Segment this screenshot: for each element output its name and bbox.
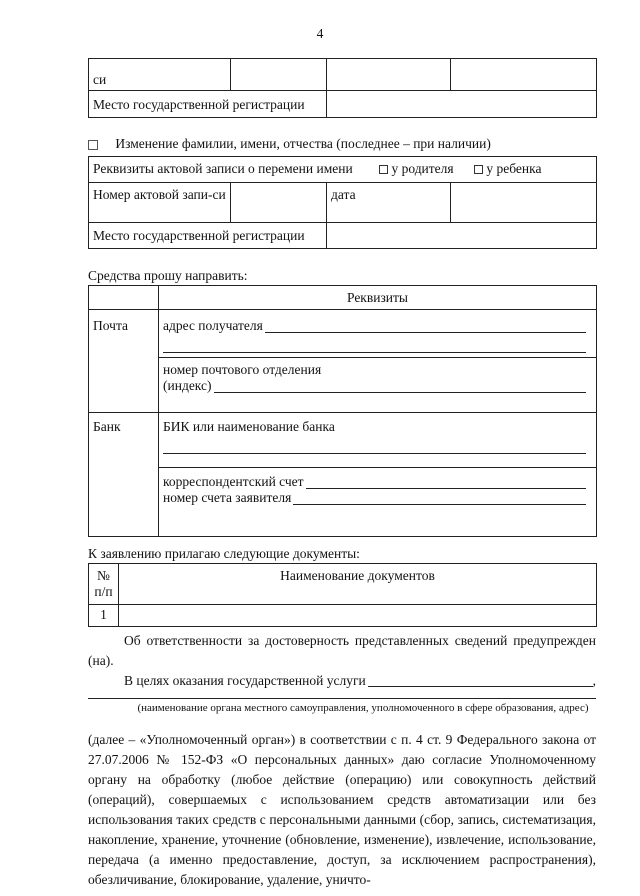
date-field[interactable] <box>451 183 597 223</box>
registration-table-top <box>88 58 597 118</box>
accounts-cell <box>159 468 597 537</box>
page-number: 4 <box>316 26 324 41</box>
bik-cell <box>159 413 597 468</box>
mail-label: Почта <box>89 310 159 413</box>
checkbox-parent[interactable] <box>379 165 388 174</box>
funds-header-empty <box>89 286 159 310</box>
funds-heading: Средства прошу направить: <box>88 268 248 283</box>
place-field[interactable] <box>327 223 597 249</box>
post-office-cell <box>159 358 597 413</box>
docs-heading: К заявлению прилагаю следующие документы: <box>88 546 360 561</box>
record-number-field[interactable] <box>231 183 327 223</box>
registration-place-label: Место государственной регистрации <box>89 91 327 118</box>
bik-label: БИК или наименование банка <box>163 419 335 435</box>
record-number-label: Номер актовой запи-си <box>89 183 231 223</box>
recipient-address-label: адрес получателя <box>163 318 263 333</box>
applicant-account-field[interactable] <box>293 490 586 505</box>
bank-label: Банк <box>89 413 159 537</box>
recipient-address-field[interactable] <box>265 318 586 333</box>
name-change-heading: Изменение фамилии, имени, отчества (последнее – при наличии) <box>115 136 491 151</box>
authority-name-field[interactable] <box>88 698 596 699</box>
purpose-field[interactable] <box>368 671 593 687</box>
post-office-index-label: (индекс) <box>163 378 212 394</box>
consent-text: (далее – «Уполномоченный орган») в соответствии с п. 4 ст. 9 Федерального закона от 27.07.2006 № 152-ФЗ «О персональных данных» даю согласие Уполномоченному органу на обработку (любое действие (операцию) или совокупность действий (операций), совершаемых с использованием средств автоматизации или без использования таких средств с персональными данными (сбор, запись, систематизация, накопление, хранение, уточнение (обновление, изменение), извлечение, использование, передача (а именно предоставление, доступ, за исключением распространения), обезличивание, блокирование, удаление, уничто- <box>88 732 596 887</box>
purpose-text: В целях оказания государственной услуги <box>124 673 366 688</box>
purpose-row: В целях оказания государственной услуги , <box>124 671 596 691</box>
date-label: дата <box>327 183 451 223</box>
recipient-address-field-2[interactable] <box>163 334 586 353</box>
col-docs-name-header: Наименование документов <box>119 564 597 605</box>
col-num-header: № п/п <box>89 564 119 605</box>
cell-empty[interactable] <box>327 59 451 91</box>
row-1-num: 1 <box>89 605 119 627</box>
place-label: Место государственной регистрации <box>89 223 327 249</box>
name-change-requisites-row <box>89 157 597 183</box>
corr-account-field[interactable] <box>306 474 586 489</box>
checkbox-child[interactable] <box>474 165 483 174</box>
checkbox-name-change[interactable] <box>88 140 98 150</box>
opt-child-label: у ребенка <box>486 161 542 176</box>
post-office-label: номер почтового отделения <box>163 362 322 378</box>
responsibility-text: Об ответственности за достоверность представленных сведений предупрежден (на). <box>88 633 596 668</box>
cell-label: си <box>89 59 231 91</box>
col-requisites-header: Реквизиты <box>159 286 597 310</box>
authority-note: (наименование органа местного самоуправления, уполномоченного в сфере образования, адрес) <box>137 702 589 714</box>
row-1-doc-field[interactable] <box>119 605 597 627</box>
post-office-field[interactable] <box>214 378 586 393</box>
cell-empty[interactable] <box>451 59 597 91</box>
applicant-account-label: номер счета заявителя <box>163 490 292 506</box>
name-change-heading-row <box>88 136 491 152</box>
opt-parent-label: у родителя <box>391 161 454 176</box>
funds-table <box>88 285 597 537</box>
bik-field[interactable] <box>163 435 586 454</box>
recipient-address-cell <box>159 310 597 358</box>
requisites-label: Реквизиты актовой записи о перемени имени <box>93 161 353 176</box>
name-change-table <box>88 156 597 249</box>
registration-place-field[interactable] <box>327 91 597 118</box>
corr-account-label: корреспондентский счет <box>163 474 304 490</box>
cell-empty[interactable] <box>231 59 327 91</box>
docs-table <box>88 563 597 627</box>
